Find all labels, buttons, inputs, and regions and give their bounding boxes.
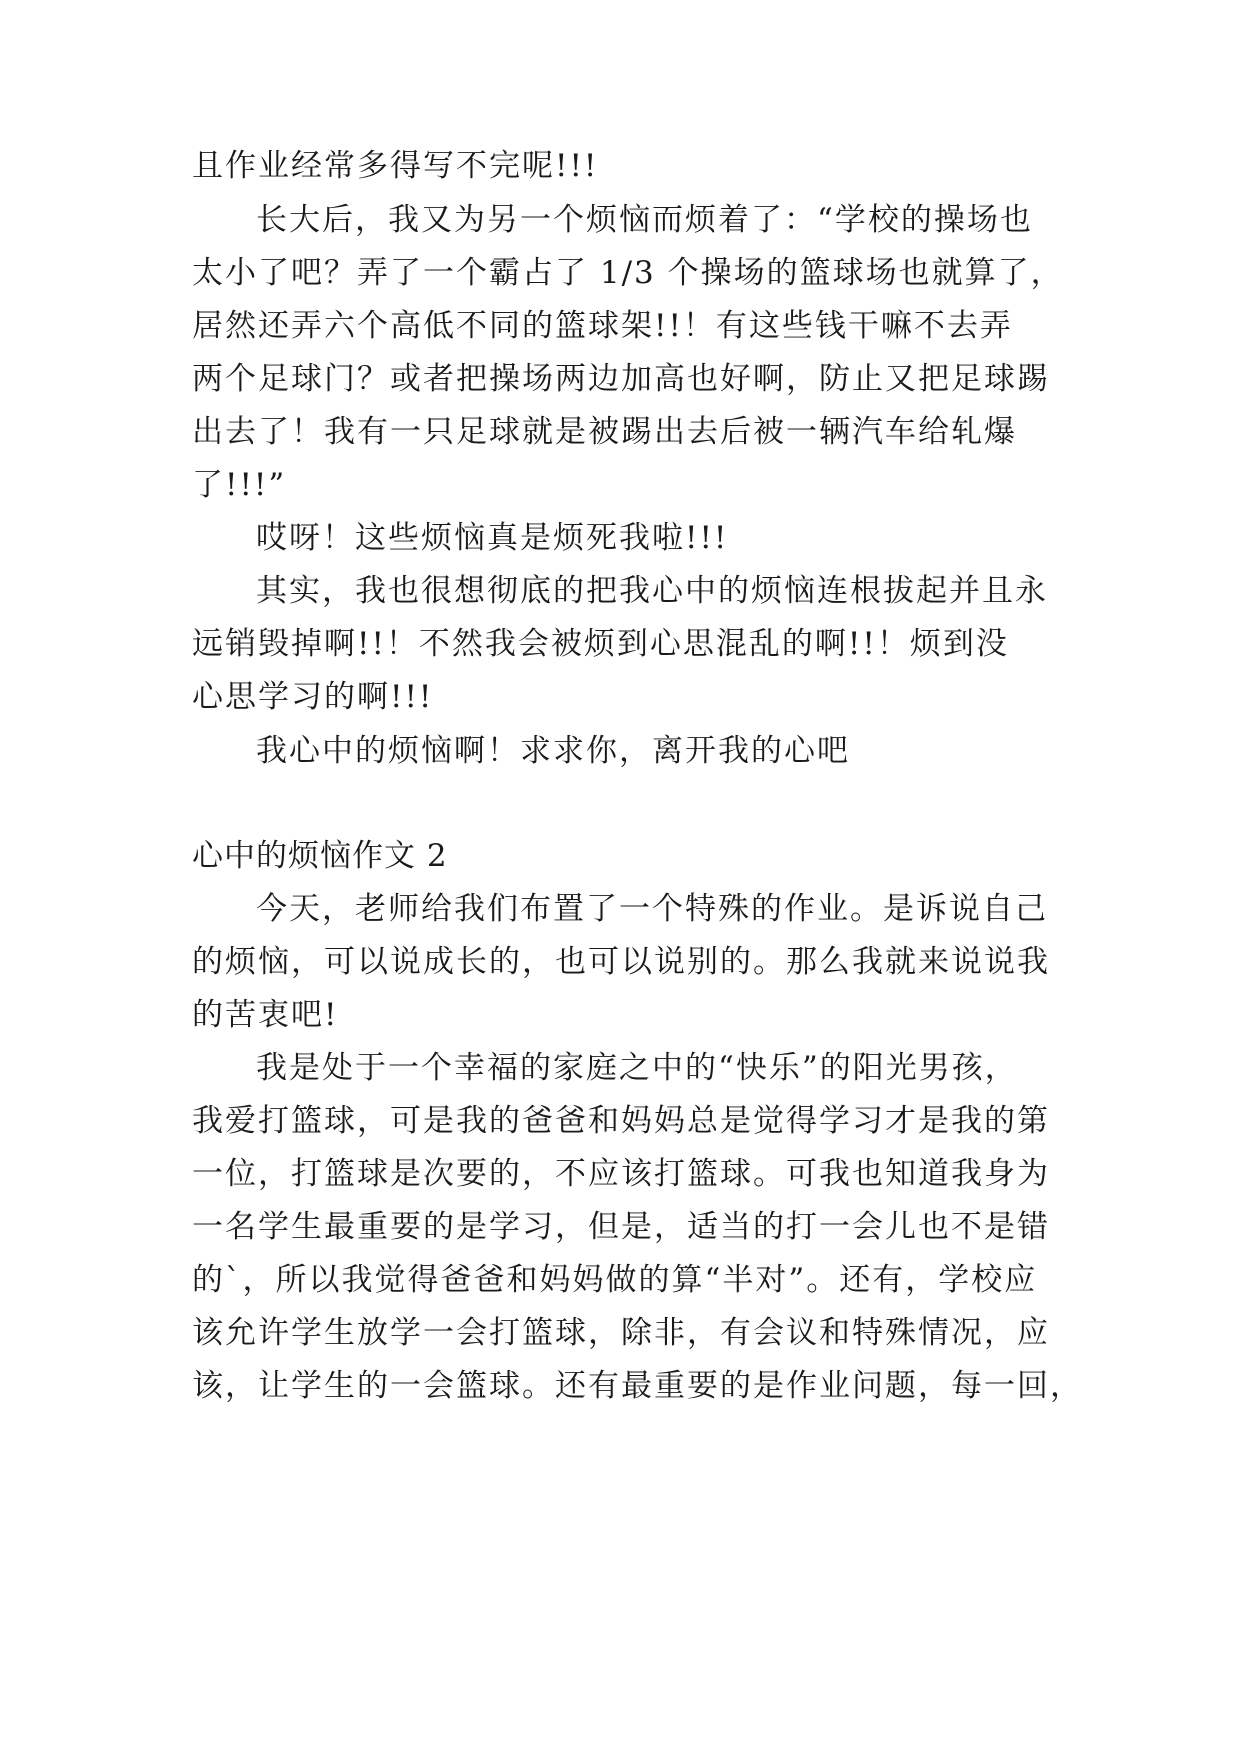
text-line: 出去了！我有一只足球就是被踢出去后被一辆汽车给轧爆 (192, 414, 1017, 450)
text-line: 一名学生最重要的是学习，但是，适当的打一会儿也不是错 (192, 1209, 1050, 1245)
paragraph-start: 其实，我也很想彻底的把我心中的烦恼连根拔起并且永 (256, 573, 1048, 609)
text-line: 了!!!” (192, 467, 287, 503)
paragraph-start: 我是处于一个幸福的家庭之中的“快乐”的阳光男孩， (256, 1050, 1018, 1086)
section-heading: 心中的烦恼作文 2 (192, 838, 448, 874)
text-line: 该，让学生的一会篮球。还有最重要的是作业问题，每一回， (192, 1368, 1083, 1404)
text-line: 居然还弄六个高低不同的篮球架!!！有这些钱干嘛不去弄 (192, 308, 1013, 344)
text-line: 我爱打篮球，可是我的爸爸和妈妈总是觉得学习才是我的第 (192, 1103, 1050, 1139)
text-line: 的烦恼，可以说成长的，也可以说别的。那么我就来说说我 (192, 944, 1050, 980)
text-line: 的苦衷吧! (192, 997, 339, 1033)
text-line: 该允许学生放学一会打篮球，除非，有会议和特殊情况，应 (192, 1315, 1050, 1351)
text-line: 一位，打篮球是次要的，不应该打篮球。可我也知道我身为 (192, 1156, 1050, 1192)
text-line: 且作业经常多得写不完呢!!! (192, 148, 599, 184)
text-line: 两个足球门？或者把操场两边加高也好啊，防止又把足球踢 (192, 361, 1050, 397)
paragraph-start: 长大后，我又为另一个烦恼而烦着了：“学校的操场也 (256, 202, 1033, 238)
paragraph-start: 我心中的烦恼啊！求求你，离开我的心吧 (256, 733, 850, 769)
paragraph-start: 哎呀！这些烦恼真是烦死我啦!!! (256, 520, 729, 556)
text-line: 心思学习的啊!!! (192, 679, 434, 715)
text-line: 的`，所以我觉得爸爸和妈妈做的算“半对”。还有，学校应 (192, 1262, 1038, 1298)
paragraph-start: 今天，老师给我们布置了一个特殊的作业。是诉说自己 (256, 891, 1048, 927)
text-line: 太小了吧？弄了一个霸占了 1/3 个操场的篮球场也就算了， (192, 255, 1064, 291)
text-line: 远销毁掉啊!!！不然我会被烦到心思混乱的啊!!！烦到没 (192, 626, 1009, 662)
